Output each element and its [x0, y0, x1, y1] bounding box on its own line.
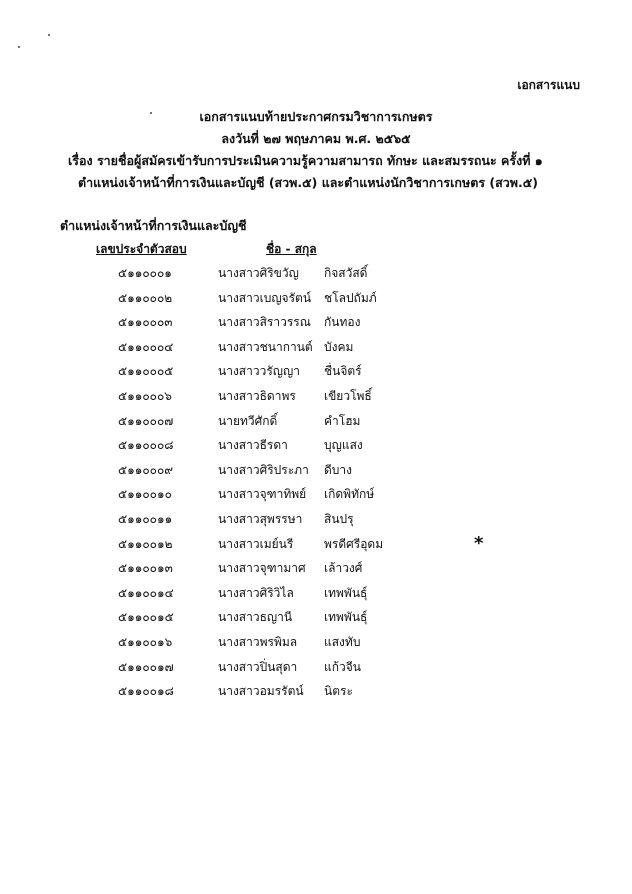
- candidate-first-name: นางสาวสุพรรษา: [218, 511, 303, 526]
- header-positions: ตำแหน่งเจ้าหน้าที่การเงินและบัญชี (สวพ.๕) และตำแหน่งนักวิชาการเกษตร (สวพ.๕): [78, 175, 538, 190]
- section-title: ตำแหน่งเจ้าหน้าที่การเงินและบัญชี: [60, 218, 247, 233]
- candidate-exam-id: ๕๑๑๐๐๐๖: [118, 388, 172, 403]
- candidate-last-name: พรดีศรีอุดม: [324, 536, 384, 551]
- candidate-row: [0, 264, 632, 289]
- candidate-row: [0, 633, 632, 658]
- candidate-last-name: แสงทับ: [324, 634, 361, 649]
- candidate-last-name: เกิดพิทักษ์: [324, 487, 375, 502]
- candidate-first-name: นางสาวสิราวรรณ: [218, 315, 311, 330]
- candidate-last-name: บังคม: [324, 339, 354, 354]
- candidate-last-name: สินปรุ: [324, 511, 354, 526]
- column-header-name: ชื่อ - สกุล: [266, 242, 317, 256]
- attachment-label: เอกสารแนบ: [517, 78, 580, 92]
- candidate-last-name: กันทอง: [324, 315, 361, 330]
- candidate-last-name: แก้วจีน: [324, 659, 361, 674]
- candidate-exam-id: ๕๑๑๐๐๑๕: [118, 610, 174, 625]
- candidate-row: [0, 461, 632, 486]
- scan-speck: [48, 34, 50, 36]
- candidate-last-name: เทพพันธุ์: [324, 610, 368, 625]
- candidate-exam-id: ๕๑๑๐๐๐๑: [118, 266, 172, 280]
- candidate-last-name: คำโฮม: [324, 413, 361, 428]
- candidate-last-name: เทพพันธุ์: [324, 585, 368, 600]
- candidate-last-name: เล้าวงศ์: [324, 561, 363, 576]
- asterisk-mark: *: [474, 532, 484, 554]
- column-header-id: เลขประจำตัวสอบ: [96, 242, 187, 256]
- scan-speck: [18, 46, 20, 48]
- candidate-row: [0, 510, 632, 535]
- candidate-first-name: นางสาวธีรดา: [218, 438, 288, 453]
- candidate-first-name: นางสาวเมย์นรี: [218, 536, 294, 551]
- candidate-exam-id: ๕๑๑๐๐๐๒: [118, 290, 173, 305]
- candidate-last-name: ชโลปถัมภ์: [324, 290, 377, 305]
- candidate-exam-id: ๕๑๑๐๐๑๐: [118, 487, 172, 502]
- candidate-exam-id: ๕๑๑๐๐๐๗: [118, 413, 174, 428]
- header-subject: เรื่อง รายชื่อผู้สมัครเข้ารับการประเมินความรู้ความสามารถ ทักษะ และสมรรถนะ ครั้งที่ ๑: [68, 153, 543, 168]
- candidate-row: [0, 289, 632, 314]
- candidate-first-name: นางสาวธิดาพร: [218, 388, 296, 403]
- candidate-row: [0, 412, 632, 437]
- candidate-row: [0, 338, 632, 363]
- candidate-first-name: นางสาวพรพิมล: [218, 634, 298, 649]
- candidate-list: [0, 264, 632, 707]
- candidate-last-name: นิตระ: [324, 684, 353, 699]
- candidate-exam-id: ๕๑๑๐๐๐๔: [118, 339, 174, 354]
- candidate-first-name: นางสาวเบญจรัตน์: [218, 290, 312, 305]
- candidate-row: [0, 584, 632, 609]
- candidate-exam-id: ๕๑๑๐๐๐๘: [118, 438, 174, 453]
- candidate-exam-id: ๕๑๑๐๐๑๗: [118, 659, 174, 674]
- header-date: ลงวันที่ ๒๗ พฤษภาคม พ.ศ. ๒๕๖๕: [221, 131, 411, 146]
- candidate-last-name: ชื่นจิตร์: [324, 364, 362, 379]
- candidate-first-name: นางสาวธญานี: [218, 610, 293, 625]
- candidate-first-name: นางสาวปิ่นสุดา: [218, 659, 298, 674]
- header-title: เอกสารแนบท้ายประกาศกรมวิชาการเกษตร: [199, 109, 433, 124]
- document-header: [0, 106, 632, 194]
- candidate-first-name: นางสาวศิริวิไล: [218, 585, 294, 600]
- candidate-first-name: นางสาวอมรรัตน์: [218, 684, 304, 699]
- candidate-row: [0, 436, 632, 461]
- candidate-last-name: บุญแสง: [324, 438, 363, 453]
- candidate-row: [0, 532, 632, 560]
- candidate-row: [0, 658, 632, 683]
- candidate-first-name: นายทวีศักดิ์: [218, 413, 278, 428]
- candidate-first-name: นางสาวจุฑามาศ: [218, 561, 306, 576]
- candidate-exam-id: ๕๑๑๐๐๐๓: [118, 315, 173, 330]
- candidate-row: [0, 387, 632, 412]
- candidate-row: [0, 485, 632, 510]
- candidate-exam-id: ๕๑๑๐๐๑๑: [118, 511, 173, 526]
- candidate-first-name: นางสาวศิริประภา: [218, 462, 309, 477]
- candidate-exam-id: ๕๑๑๐๐๑๖: [118, 634, 173, 649]
- candidate-row: [0, 682, 632, 707]
- candidate-row: [0, 362, 632, 387]
- candidate-last-name: เขียวโพธิ์: [324, 388, 372, 403]
- candidate-exam-id: ๕๑๑๐๐๐๕: [118, 364, 174, 379]
- candidate-exam-id: ๕๑๑๐๐๑๘: [118, 684, 174, 699]
- candidate-exam-id: ๕๑๑๐๐๑๒: [118, 536, 173, 551]
- candidate-row: [0, 608, 632, 633]
- candidate-exam-id: ๕๑๑๐๐๑๓: [118, 561, 173, 576]
- candidate-row: [0, 559, 632, 584]
- candidate-first-name: นางสาวจุฑาทิพย์: [218, 487, 307, 502]
- candidate-last-name: กิจสวัสดิ์: [324, 266, 368, 280]
- candidate-first-name: นางสาวชนากานต์: [218, 339, 313, 354]
- candidate-first-name: นางสาววรัญญา: [218, 364, 300, 379]
- candidate-first-name: นางสาวศิริขวัญ: [218, 266, 299, 280]
- candidate-row: [0, 313, 632, 338]
- candidate-exam-id: ๕๑๑๐๐๑๔: [118, 585, 174, 600]
- candidate-last-name: ดีบาง: [324, 462, 353, 477]
- candidate-exam-id: ๕๑๑๐๐๐๙: [118, 462, 174, 477]
